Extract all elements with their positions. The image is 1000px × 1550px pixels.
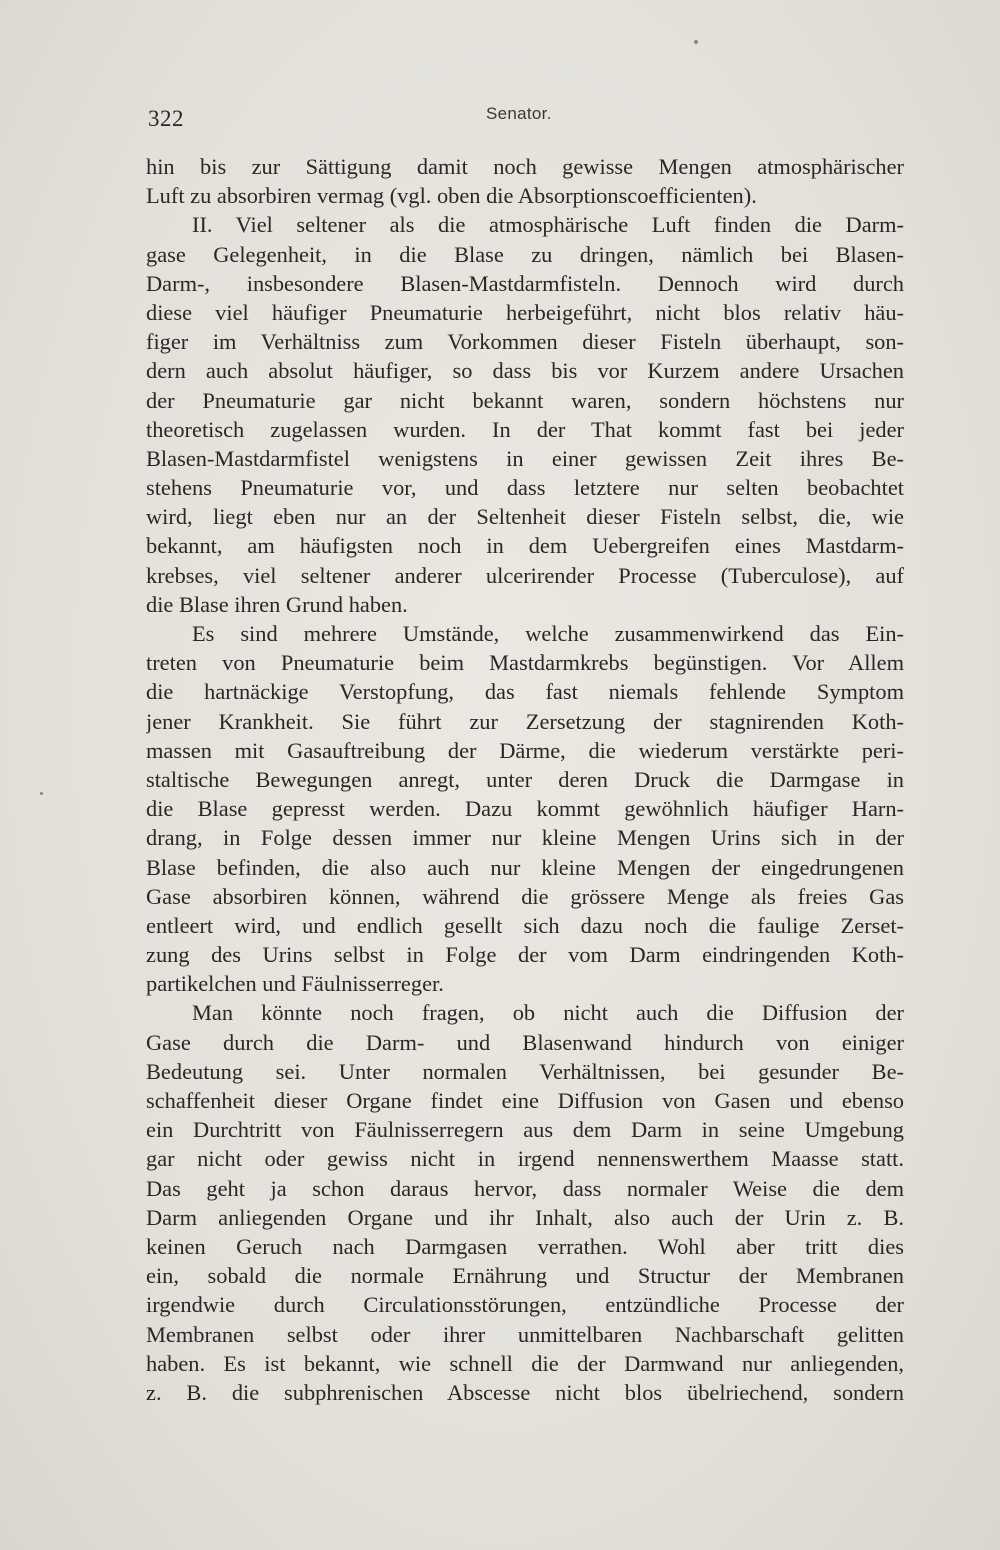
text-line: hin bis zur Sättigung damit noch gewisse Mengen atmosphärischer (146, 154, 904, 179)
text-line: ein, sobald die normale Ernährung und Structur der Membranen (146, 1263, 904, 1289)
text-line: Darm anliegenden Organe und ihr Inhalt, also auch der Urin z. B. (146, 1204, 904, 1230)
text-line: keinen Geruch nach Darmgasen verrathen. Wohl aber tritt dies (146, 1233, 904, 1259)
text-line: Das geht ja schon daraus hervor, dass normaler Weise die dem (146, 1175, 904, 1201)
text-line: die Blase ihren Grund haben. (146, 591, 408, 617)
body-text (146, 152, 904, 1407)
text-line: dern auch absolut häufiger, so dass bis vor Kurzem andere Ursachen (146, 358, 904, 384)
page-header (148, 100, 890, 130)
text-line: Blase befinden, die also auch nur kleine Mengen der eingedrungenen (146, 854, 904, 880)
text-line: Membranen selbst oder ihrer unmittelbaren Nachbarschaft gelitten (146, 1321, 904, 1347)
text-line: die Blase gepresst werden. Dazu kommt gewöhnlich häufiger Harn- (146, 796, 904, 822)
text-line: diese viel häufiger Pneumaturie herbeigeführt, nicht blos relativ häu- (146, 299, 904, 325)
running-head: Senator. (486, 104, 552, 123)
text-line: Luft zu absorbiren vermag (vgl. oben die Absorptionscoefficienten). (146, 183, 757, 209)
text-line: bekannt, am häufigsten noch in dem Uebergreifen eines Mastdarm- (146, 533, 904, 559)
text-line: theoretisch zugelassen wurden. In der That kommt fast bei jeder (146, 416, 904, 442)
text-line: massen mit Gasauftreibung der Därme, die wiederum verstärkte peri- (146, 737, 904, 763)
text-line: gase Gelegenheit, in die Blase zu dringen, nämlich bei Blasen- (146, 241, 904, 267)
text-line: Gase absorbiren können, während die grössere Menge als freies Gas (146, 883, 904, 909)
text-line: wird, liegt eben nur an der Seltenheit dieser Fisteln selbst, die, wie (146, 504, 904, 530)
text-line: drang, in Folge dessen immer nur kleine Mengen Urins sich in der (146, 825, 904, 851)
text-line: treten von Pneumaturie beim Mastdarmkrebs begünstigen. Vor Allem (146, 650, 904, 676)
text-line: Gase durch die Darm- und Blasenwand hindurch von einiger (146, 1029, 904, 1055)
text-line: partikelchen und Fäulnisserreger. (146, 971, 444, 997)
text-line: z. B. die subphrenischen Abscesse nicht blos übelriechend, sondern (146, 1379, 904, 1405)
text-line: haben. Es ist bekannt, wie schnell die der Darmwand nur anliegenden, (146, 1350, 904, 1376)
text-line: Blasen-Mastdarmfistel wenigstens in einer gewissen Zeit ihres Be- (146, 445, 904, 471)
text-line: zung des Urins selbst in Folge der vom Darm eindringenden Koth- (146, 942, 904, 968)
paper-speck (40, 792, 43, 795)
text-line: staltische Bewegungen anregt, unter deren Druck die Darmgase in (146, 766, 904, 792)
text-line: stehens Pneumaturie vor, und dass letztere nur selten beobachtet (146, 475, 904, 501)
text-line: irgendwie durch Circulationsstörungen, entzündliche Processe der (146, 1292, 904, 1318)
text-line: krebses, viel seltener anderer ulcerirender Processe (Tuberculose), auf (146, 562, 904, 588)
text-line: figer im Verhältniss zum Vorkommen dieser Fisteln überhaupt, son- (146, 329, 904, 355)
paper-speck (694, 40, 698, 44)
text-line: der Pneumaturie gar nicht bekannt waren, sondern höchstens nur (146, 387, 904, 413)
text-line: die hartnäckige Verstopfung, das fast niemals fehlende Symptom (146, 679, 904, 705)
text-line: jener Krankheit. Sie führt zur Zersetzung der stagnirenden Koth- (146, 708, 904, 734)
text-line: Darm-, insbesondere Blasen-Mastdarmfisteln. Dennoch wird durch (146, 270, 904, 296)
text-line: entleert wird, und endlich gesellt sich dazu noch die faulige Zerset- (146, 912, 904, 938)
text-line: schaffenheit dieser Organe findet eine Diffusion von Gasen und ebenso (146, 1088, 904, 1113)
text-line: II. Viel seltener als die atmosphärische Luft finden die Darm- (192, 212, 904, 238)
text-line: gar nicht oder gewiss nicht in irgend nennenswerthem Maasse statt. (146, 1146, 904, 1172)
text-line: Man könnte noch fragen, ob nicht auch die Diffusion der (192, 1000, 904, 1026)
text-line: ein Durchtritt von Fäulnisserregern aus dem Darm in seine Umgebung (146, 1117, 904, 1143)
text-line: Es sind mehrere Umstände, welche zusammenwirkend das Ein- (192, 621, 904, 646)
text-line: Bedeutung sei. Unter normalen Verhältnissen, bei gesunder Be- (146, 1058, 904, 1084)
page-number: 322 (148, 106, 184, 131)
